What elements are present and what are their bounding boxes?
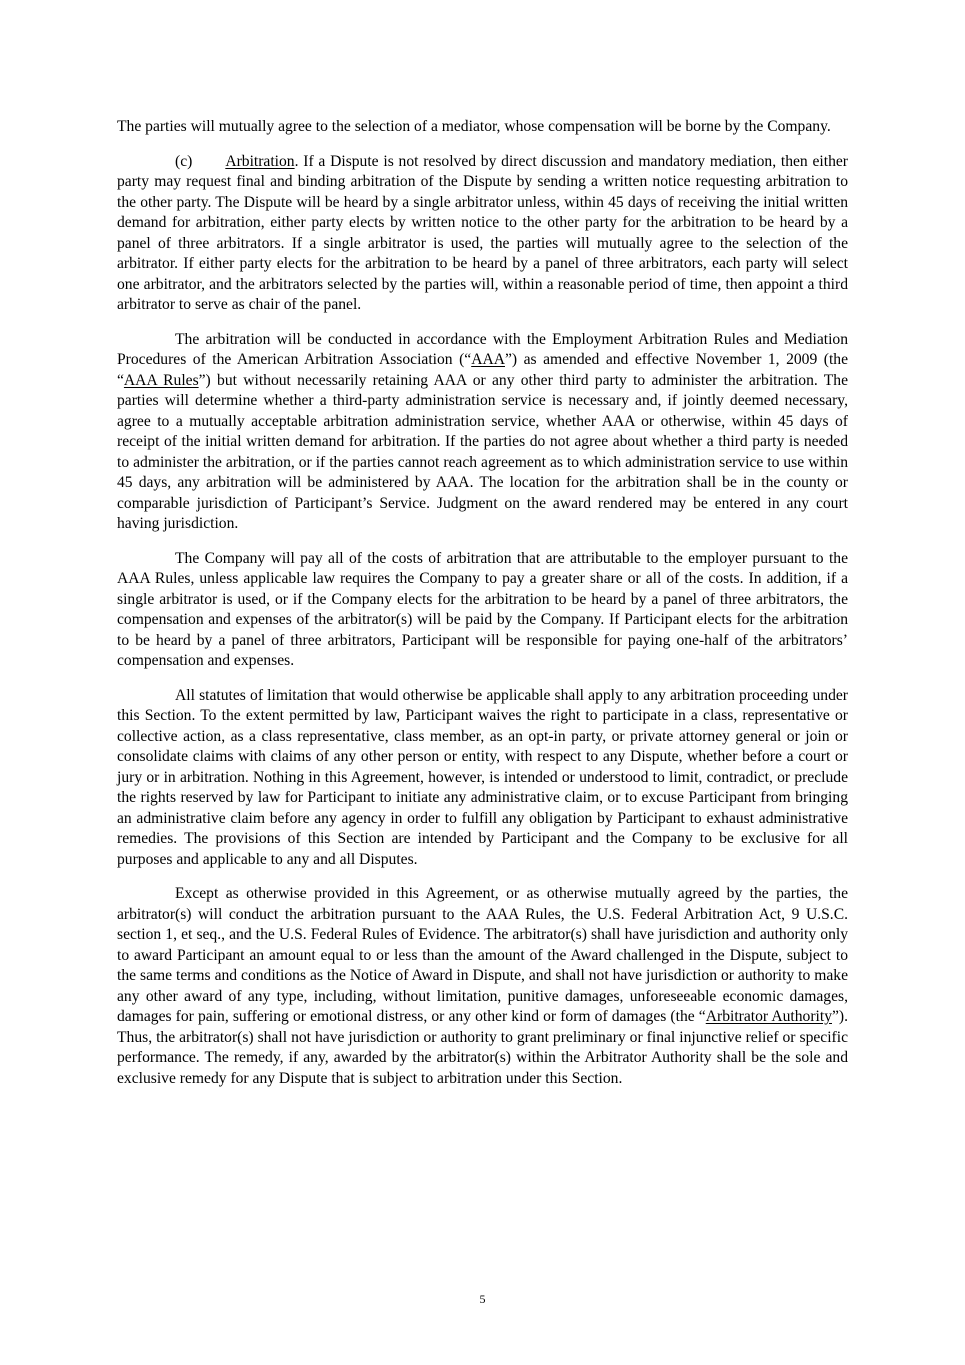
paragraph-text: All statutes of limitation that would otherwise be applicable shall apply to any arbitration proceeding under this Section. To the extent permitted by law, Participant waives the right to participate in a class, representative or collective action, as a class representative, class member, as an opt-in party, or private attorney general or join or consolidate claims with claims of any other person or entity, with respect to any Dispute, whether before a court or jury or in arbitration. Nothing in this Agreement, however, is intended or understood to limit, contradict, or preclude the rights reserved by law for Participant to initiate any administrative claim, or to excuse Participant from bringing an administrative claim before any agency in order to fulfill any obligation by Participant to exhaust administrative remedies. The provisions of this Section are intended by Participant and the Company to be exclusive for all purposes and applicable to any and all Disputes.	[117, 686, 848, 868]
section-label: (c)	[175, 152, 193, 170]
paragraph-text: ”) but without necessarily retaining AAA or any other third party to administer the arbitration. The parties will determine whether a third-party administration service is necessary and, if jointly deemed necessary, agree to a mutually acceptable arbitration administration service, whether AAA or otherwise, within 45 days of receipt of the initial written demand for arbitration. If the parties do not agree about whether a third party is needed to administer the arbitration, or if the parties cannot reach agreement as to which administration service to use within 45 days, any arbitration will be administered by AAA. The location for the arbitration shall be in the county or comparable jurisdiction of Participant’s Service. Judgment on the award rendered may be entered in any court having jurisdiction.	[117, 371, 848, 532]
paragraph-arbitrator-authority	[117, 884, 848, 1089]
paragraph-text: ”). Thus, the arbitrator(s) shall not have jurisdiction or authority to grant preliminary or final injunctive relief or specific performance. The remedy, if any, awarded by the arbitrator(s) within the Arbitrator Authority shall be the sole and exclusive remedy for any Dispute that is subject to arbitration under this Section.	[117, 1008, 849, 1087]
defined-term-aaa: AAA	[471, 351, 505, 368]
paragraph-mediator-selection	[117, 117, 848, 138]
paragraph-text: ”) as amended and effective November 1, 2009 (the “	[117, 351, 848, 389]
paragraph-statutes-of-limitation	[117, 686, 848, 871]
page-number: 5	[479, 1292, 486, 1306]
paragraph-text: The parties will mutually agree to the selection of a mediator, whose compensation will be borne by the Company.	[117, 118, 831, 135]
paragraph-text: . If a Dispute is not resolved by direct discussion and mandatory mediation, then either party may request final and binding arbitration of the Dispute by sending a written notice requesting arbitration to the other party. The Dispute will be heard by a single arbitrator unless, within 45 days of receiving the initial written demand for arbitration, either party elects by written notice to the other party for the arbitration to be heard by a panel of three arbitrators. If a single arbitrator is used, the parties will mutually agree to the selection of the arbitrator. If either party elects for the arbitration to be heard by a panel of three arbitrators, each party will select one arbitrator, and the arbitrators selected by the parties will, within a reasonable period of time, then appoint a third arbitrator to serve as chair of the panel.	[117, 152, 848, 313]
paragraph-text: Except as otherwise provided in this Agreement, or as otherwise mutually agreed by the parties, the arbitrator(s) will conduct the arbitration pursuant to the AAA Rules, the U.S. Federal Arbitration Act, 9 U.S.C. section 1, et seq., and the U.S. Federal Rules of Evidence. The arbitrator(s) shall have jurisdiction and authority only to award Participant an amount equal to or less than the amount of the Award challenged in the Dispute, subject to the same terms and conditions as the Notice of Award in Dispute, and shall not have jurisdiction or authority to make any other award of any type, including, without limitation, punitive damages, unforeseeable economic damages, damages for pain, suffering or emotional distress, or any other kind or form of damages (the “	[117, 885, 848, 1025]
paragraph-arbitration-costs	[117, 549, 848, 672]
document-body	[117, 117, 848, 1103]
defined-term-aaa-rules: AAA Rules	[123, 371, 199, 389]
paragraph-text: The Company will pay all of the costs of arbitration that are attributable to the employer pursuant to the AAA Rules, unless applicable law requires the Company to pay a greater share or all of the costs. In addition, if a single arbitrator is used, or if the Company elects for the arbitration to be heard by a panel of three arbitrators, the compensation and expenses of the arbitrator(s) will be paid by the Company. If Participant elects for the arbitration to be heard by a panel of three arbitrators, Participant will be responsible for paying one-half of the arbitrators’ compensation and expenses.	[117, 549, 848, 669]
paragraph-arbitration-section	[117, 152, 848, 316]
section-heading: Arbitration	[225, 152, 295, 170]
defined-term-arbitrator-authority: Arbitrator Authority	[705, 1008, 832, 1025]
paragraph-aaa-rules	[117, 330, 848, 535]
paragraph-text: The arbitration will be conducted in accordance with the Employment Arbitration Rules and Mediation Procedures of the American Arbitration Association (“	[117, 330, 848, 368]
